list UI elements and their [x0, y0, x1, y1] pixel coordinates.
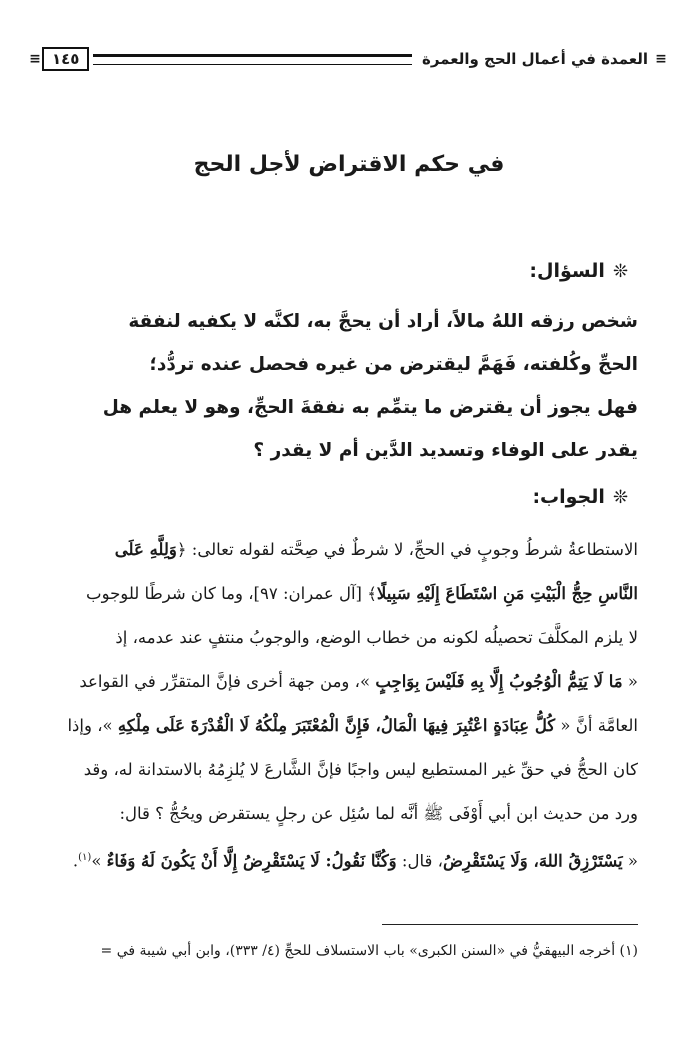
star-icon: ❊ [612, 261, 628, 282]
answer-text-run: الاستطاعةُ شرطُ وجوبٍ في الحجِّ، لا شرطٌ في صِحَّته لقوله تعالى: ﴿ [176, 540, 638, 559]
page-number: ١٤٥ [42, 47, 89, 71]
answer-line [53, 528, 638, 572]
question-text [53, 300, 638, 472]
hadith-quote: وَكُنَّا نَقُولُ: لَا يَسْتَقْرِضُ إِلَّا أَنْ يَكُونَ لَهُ وَفَاءٌ [106, 851, 397, 871]
answer-text-run: العامَّة أنَّ « [555, 716, 638, 735]
answer-heading-label: الجواب: [532, 486, 605, 508]
header-mark-left: ≡ [29, 51, 41, 67]
page-title: في حكم الاقتراض لأجل الحج [193, 152, 505, 177]
question-heading [529, 260, 628, 282]
header-mark-right: ≡ [655, 51, 667, 67]
answer-line [53, 660, 638, 704]
answer-text-run: » [91, 851, 107, 871]
answer-text [53, 528, 638, 884]
running-header [28, 46, 668, 72]
answer-line [53, 572, 638, 616]
footnote: (١) أخرجه البيهقيُّ في «السنن الكبرى» باب الاستسلاف للحجِّ (٤/ ٣٣٣)، وابن أبي شيبة في = [100, 943, 638, 959]
question-heading-label: السؤال: [529, 260, 605, 282]
star-icon: ❊ [612, 487, 628, 508]
answer-text-run: « [622, 672, 638, 691]
answer-text-run: ﴾ [آل عمران: ٩٧]، وما كان شرطًا للوجوب [86, 584, 377, 603]
fiqh-maxim: مَا لَا يَتِمُّ الْوُجُوبُ إِلَّا بِهِ فَلَيْسَ بِوَاجِبٍ [375, 672, 623, 691]
answer-line: كان الحجُّ في حقِّ غير المستطيع ليس واجبًا فإنَّ الشَّارعَ لا يُلزِمُهُ بالاستدانة له، وقد [83, 760, 638, 779]
fiqh-maxim: كُلُّ عِبَادَةٍ اعْتُبِرَ فِيهَا الْمَالُ، فَإِنَّ الْمُعْتَبَرَ مِلْكُهُ لَا الْقُدْرَةَ عَلَى مِلْكِهِ [117, 716, 556, 735]
answer-text-run: »، وإذا [67, 716, 118, 735]
quran-verse: وَلِلَّهِ عَلَى [114, 540, 177, 559]
answer-text-run: « [622, 851, 638, 871]
footnote-divider [382, 924, 638, 925]
answer-text-run: ، قال: [396, 851, 443, 871]
quran-verse: النَّاسِ حِجُّ الْبَيْتِ مَنِ اسْتَطَاعَ إِلَيْهِ سَبِيلًا [376, 584, 638, 603]
answer-text-run: . [72, 851, 79, 871]
answer-line [53, 704, 638, 748]
header-rule [93, 54, 412, 65]
answer-heading [532, 486, 628, 508]
answer-line: ورد من حديث ابن أبي أَوْفَى ﷺ أنَّه لما سُئِل عن رجلٍ يستقرض ويحُجُّ ؟ قال: [119, 804, 638, 823]
answer-line [53, 836, 638, 884]
question-line: شخص رزقه اللهُ مالاً، أراد أن يحجَّ به، لكنَّه لا يكفيه لنفقة [128, 311, 638, 332]
answer-line: لا يلزم المكلَّفَ تحصيلُه لكونه من خطاب الوضع، والوجوبُ منتفٍ عند عدمه، إذ [115, 628, 638, 647]
hadith-quote: يَسْتَرْزِقُ اللهَ، وَلَا يَسْتَقْرِضُ [442, 851, 623, 871]
question-line: يقدر على الوفاء وتسديد الدَّين أم لا يقدر ؟ [253, 440, 638, 461]
header-book-title: العمدة في أعمال الحج والعمرة [422, 50, 648, 68]
question-line: فهل يجوز أن يقترض ما يتمِّم به نفقةَ الحجِّ، وهو لا يعلم هل [102, 397, 638, 418]
answer-text-run: »، ومن جهة أخرى فإنَّ المتقرِّر في القواعد [79, 672, 376, 691]
footnote-reference[interactable]: (١) [78, 852, 92, 863]
question-line: الحجِّ وكُلفته، فَهَمَّ ليقترض من غيره فحصل عنده تردُّد؛ [149, 354, 638, 375]
